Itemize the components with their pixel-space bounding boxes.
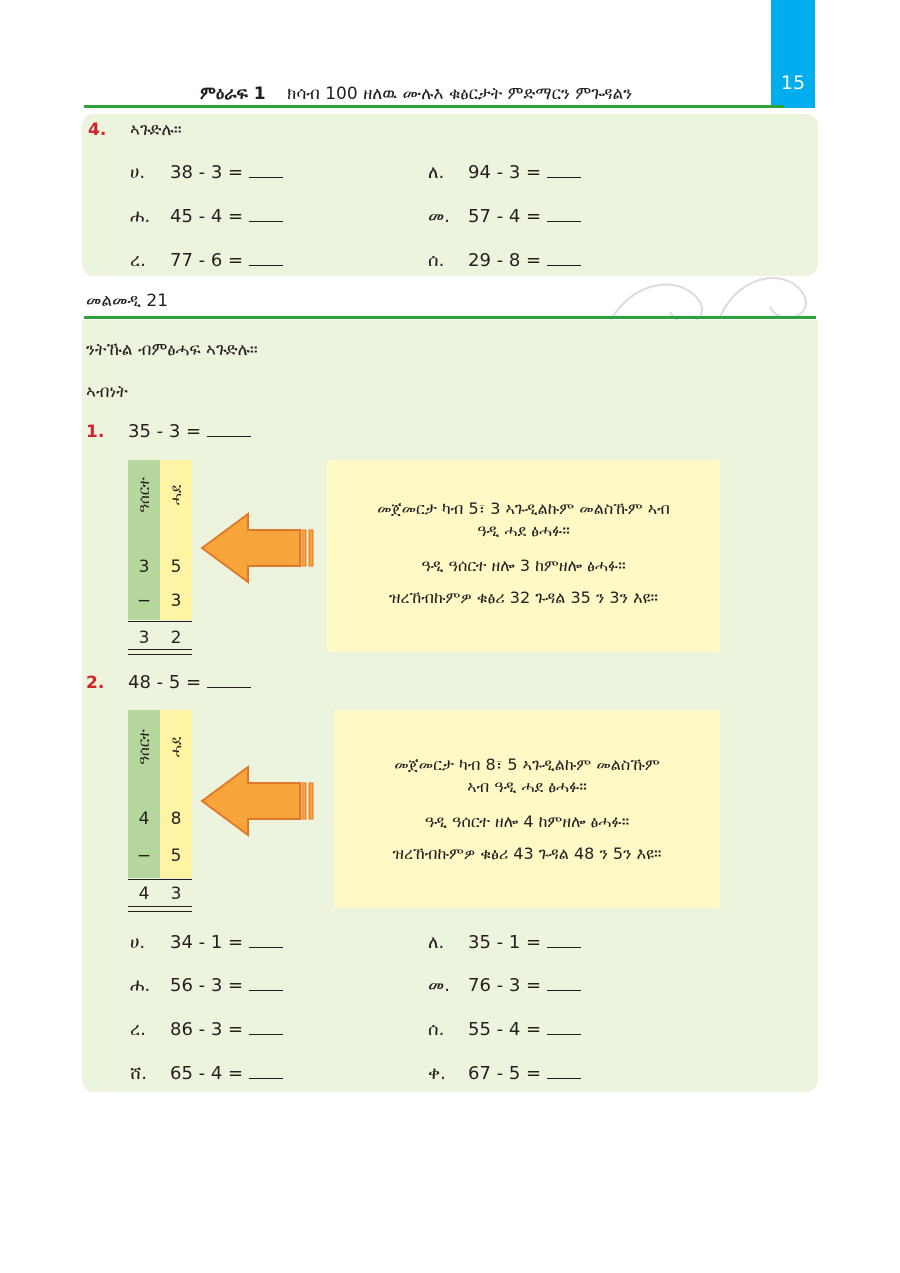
item-expression: 29 - 8 =: [468, 250, 542, 271]
ones-header: ሓደ: [167, 736, 185, 758]
examples-label: ኣብነት: [86, 382, 128, 402]
answer-blank[interactable]: [249, 933, 283, 948]
exercise-item: [130, 250, 283, 271]
answer-blank[interactable]: [249, 207, 283, 222]
item-expression: 77 - 6 =: [170, 250, 244, 271]
explanation-line: መጀመርታ ካብ 8፣ 5 ኣጉዲልኩም መልስኹም: [394, 755, 660, 774]
explanation-line: ዓዲ ዓሰርተ ዘሎ 4 ከምዘሎ ፅሓፉ።: [424, 812, 630, 831]
practice-item: [130, 975, 283, 996]
arrow-left-icon: [200, 512, 320, 584]
explanation-line: ዓዲ ሓደ ፅሓፉ።: [477, 521, 570, 540]
item-expression: 76 - 3 =: [468, 975, 542, 996]
place-value-table: [128, 710, 192, 912]
item-expression: 67 - 5 =: [468, 1063, 542, 1084]
item-expression: 86 - 3 =: [170, 1019, 244, 1040]
answer-blank[interactable]: [249, 251, 283, 266]
item-expression: 55 - 4 =: [468, 1019, 542, 1040]
item-expression: 65 - 4 =: [170, 1063, 244, 1084]
ones-digit: 5: [170, 846, 182, 866]
answer-blank[interactable]: [547, 163, 581, 178]
exercise-item: [428, 250, 581, 271]
item-label: ሸ.: [130, 1063, 147, 1084]
item-label: ሐ.: [130, 206, 151, 227]
practice-item: [130, 1063, 283, 1084]
item-label: ሐ.: [130, 975, 151, 996]
answer-blank[interactable]: [547, 933, 581, 948]
minus-sign: −: [136, 591, 152, 611]
explanation-line: ዝረኸብኩምዎ ቁፅሪ 32 ጉዳል 35 ን 3ን እዩ።: [388, 588, 659, 607]
lesson-instruction: ንትኹል ብምፅሓፍ ኣጉድሉ።: [86, 340, 258, 360]
page-number: 15: [780, 72, 806, 94]
chapter-title-text: ክሳብ 100 ዘለዉ ሙሉእ ቁፅርታት ምድማርን ምጉዳልን: [287, 84, 633, 104]
practice-item: [428, 975, 581, 996]
ones-digit: 8: [170, 809, 182, 829]
answer-blank[interactable]: [547, 207, 581, 222]
example-1-number: 1.: [86, 422, 105, 442]
practice-item: [428, 1019, 581, 1040]
exercise-item: [130, 162, 283, 183]
item-label: ሀ.: [130, 932, 146, 953]
item-label: ረ.: [130, 250, 146, 271]
practice-item: [428, 932, 581, 953]
answer-blank[interactable]: [547, 1064, 581, 1079]
item-label: ሀ.: [130, 162, 146, 183]
header-rule: [84, 105, 784, 108]
answer-blank[interactable]: [249, 1064, 283, 1079]
item-label: ሰ.: [428, 250, 445, 271]
result-tens-digit: 4: [138, 884, 150, 904]
item-expression: 34 - 1 =: [170, 932, 244, 953]
explanation-line: ኣብ ዓዲ ሓደ ፅሓፉ።: [467, 777, 587, 796]
explanation-box: [334, 710, 720, 908]
arrow-left-icon: [200, 765, 320, 837]
practice-item: [130, 932, 283, 953]
sum-line: [128, 621, 192, 622]
minus-sign: −: [136, 846, 152, 866]
ones-digit: 5: [170, 557, 182, 577]
item-label: መ.: [428, 975, 450, 996]
chapter-label: ምዕራፍ 1: [200, 84, 266, 104]
practice-item: [428, 1063, 581, 1084]
exercise-4-number: 4.: [88, 120, 107, 140]
example-2-expression: 48 - 5 =: [128, 672, 251, 693]
ones-header: ሓደ: [167, 484, 185, 506]
lesson-title: መልመዲ 21: [86, 291, 169, 311]
result-ones-digit: 3: [170, 884, 182, 904]
exercise-item: [130, 206, 283, 227]
tens-digit: 4: [138, 809, 150, 829]
result-tens-digit: 3: [138, 628, 150, 648]
item-expression: 94 - 3 =: [468, 162, 542, 183]
item-label: ለ.: [428, 162, 445, 183]
explanation-box: [327, 460, 720, 652]
answer-blank[interactable]: [547, 976, 581, 991]
answer-blank[interactable]: [249, 1020, 283, 1035]
result-ones-digit: 2: [170, 628, 182, 648]
exercise-4-instruction: ኣጉድሉ።: [130, 120, 182, 140]
item-label: ለ.: [428, 932, 445, 953]
tens-digit: 3: [138, 557, 150, 577]
item-label: ሰ.: [428, 1019, 445, 1040]
place-value-table: [128, 460, 192, 652]
exercise-item: [428, 162, 581, 183]
item-label: ቀ.: [428, 1063, 446, 1084]
ones-digit: 3: [170, 591, 182, 611]
sum-line: [128, 879, 192, 880]
explanation-line: ዝረኸብኩምዎ ቁፅሪ 43 ጉዳል 48 ን 5ን እዩ።: [392, 844, 662, 863]
lesson-rule: [84, 316, 816, 319]
chapter-title: [200, 84, 632, 104]
answer-blank[interactable]: [547, 1020, 581, 1035]
explanation-line: ዓዲ ዓሰርተ ዘሎ 3 ከምዘሎ ፅሓፉ።: [421, 556, 626, 575]
item-expression: 35 - 1 =: [468, 932, 542, 953]
exercise-item: [428, 206, 581, 227]
answer-blank[interactable]: [249, 163, 283, 178]
double-rule: [128, 906, 192, 912]
answer-blank[interactable]: [207, 673, 251, 688]
tens-header: ዓሰርተ: [135, 729, 153, 765]
explanation-line: መጀመርታ ካብ 5፣ 3 ኣጉዲልኩም መልስኹም ኣብ: [377, 499, 670, 518]
double-rule: [128, 649, 192, 655]
example-2-number: 2.: [86, 673, 105, 693]
tens-header: ዓሰርተ: [135, 477, 153, 513]
item-expression: 45 - 4 =: [170, 206, 244, 227]
item-expression: 57 - 4 =: [468, 206, 542, 227]
answer-blank[interactable]: [547, 251, 581, 266]
answer-blank[interactable]: [207, 422, 251, 437]
practice-item: [130, 1019, 283, 1040]
item-label: መ.: [428, 206, 450, 227]
item-expression: 38 - 3 =: [170, 162, 244, 183]
answer-blank[interactable]: [249, 976, 283, 991]
item-label: ረ.: [130, 1019, 146, 1040]
example-1-expression: 35 - 3 =: [128, 421, 251, 442]
item-expression: 56 - 3 =: [170, 975, 244, 996]
